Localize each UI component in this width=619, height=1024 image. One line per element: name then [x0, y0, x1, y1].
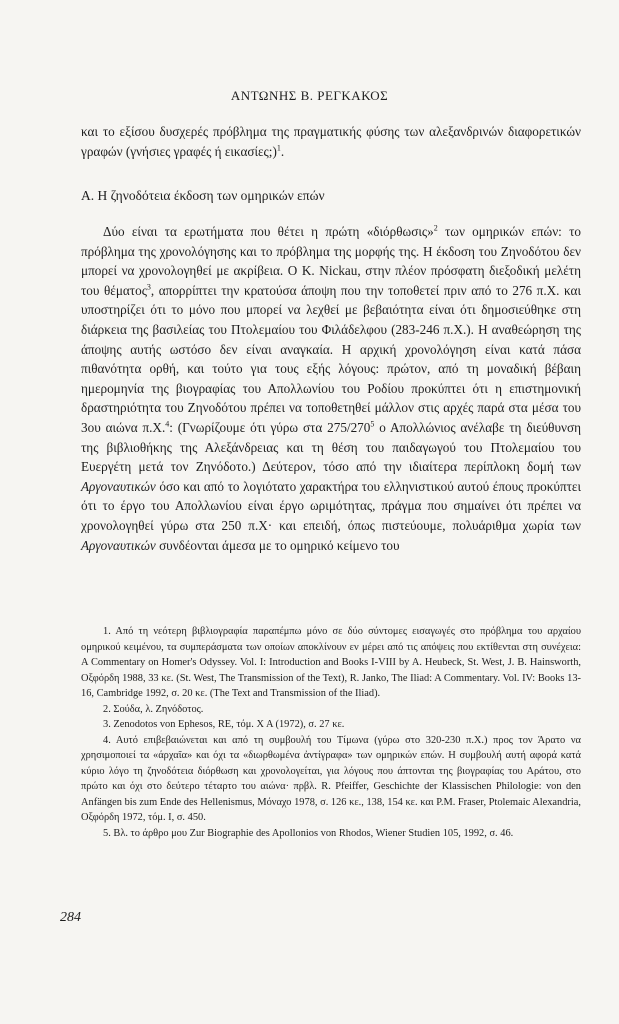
footnote-ref-4: 4 [165, 419, 170, 429]
footnote-4: 4. Αυτό επιβεβαιώνεται και από τη συμβουλή του Τίμωνα (γύρω στο 320-230 π.Χ.) προς τον Άρατο να χρησιμοποιεί τα «άρχαῖα» και όχι τα «διωρθωμένα ἀντίγραφα» των ομηρικών επών. Η συμβουλή αυτή αφορά κατά κύριο λόγο τη ζηνοδότεια διόρθωση και χρονολογείται, για λόγους που άπτονται της βιογραφίας του Αράτου, στο πρώτο και όχι στο δεύτερο τέταρτο του αιώνα· πρβλ. R. Pfeiffer, Geschichte der Klassischen Philologie: von den Anfängen bis zum Ende des Hellenismus, Μόναχο 1978, σ. 126 κε., 138, 154 κε. και P.M. Fraser, Ptolemaic Alexandria, Οξφόρδη 1972, τόμ. I, σ. 450. [81, 734, 581, 823]
text-run: των ομηρικών επών: το πρόβλημα της χρονολόγησης και το πρόβλημα της μορφής της. Η έκδοση του Ζηνοδότου δεν μπορεί να χρονολογηθεί με ακρίβεια. Ο Κ. Nickau, στην πλέον πρόσφατη διεξοδική μελέτη του θέματος [81, 224, 581, 298]
text-run: , απορρίπτει την κρατούσα άποψη που την τοποθετεί πριν από το 276 π.Χ. και υποστηρίζει ότι το μόνο που μπορεί να λεχθεί με βεβαιότητα είναι ότι δημοσιεύθηκε στη διάρκεια της βασιλείας του Πτολεμαίου του Φιλάδελφου (283-246 π.Χ.). Η αναθεώρηση της άποψης αυτής ωστόσο δεν είναι αναγκαία. Η αρχική χρονολόγηση είναι κατά πάσα πιθανότητα ορθή, και τούτο για τους εξής λόγους: πρώτον, από τη μοναδική βέβαιη ημερομηνία της βιογραφίας του Απολλωνίου του Ροδίου προκύπτει ότι η επιστημονική δραστηριότητα του Ζηνοδότου πρέπει να τοποθετηθεί μάλλον στις αρχές παρά στα μέσα του 3ου αιώνα π.Χ. [81, 282, 581, 435]
footnote-ref-5: 5 [370, 419, 375, 429]
footnote-5: 5. Βλ. το άρθρο μου Zur Biographie des Apollonios von Rhodos, Wiener Studien 105, 1992, σ. 46. [103, 827, 514, 839]
paragraph-end: . [280, 143, 285, 159]
text-run: : (Γνωρίζουμε ότι γύρω στα 275/270 [169, 419, 371, 435]
text-run: ο Απολλώνιος ανέλαβε τη διεύθυνση της βιβλιοθήκης της Αλεξάνδρειας και τη θέση του παιδαγωγού του Πτολεμαίου του Ευεργέτη μετά τον Ζηνόδοτο.) Δεύτερον, τόσο από την ιδιαίτερα περίπλοκη δομή των [81, 419, 581, 475]
text-run: Δύο είναι τα ερωτήματα που θέτει η πρώτη «διόρθωσις» [103, 224, 434, 239]
paragraph-main [81, 222, 581, 555]
footnote-ref-2: 2 [433, 223, 438, 233]
footnote-2: 2. Σούδα, λ. Ζηνόδοτος. [103, 703, 204, 715]
text-run: συνδέονται άμεσα με το ομηρικό κείμενο του [155, 537, 400, 553]
footnote-3: 3. Zenodotos von Ephesos, RE, τόμ. X A (1972), σ. 27 κε. [103, 719, 345, 730]
italic-title: Αργοναυτικών [81, 537, 156, 553]
text-run: όσο και από το λογιότατο χαρακτήρα του ελληνιστικού αυτού έπους προκύπτει ότι το έργο του Απολλωνίου είναι έργο ωριμότητας, πράγμα που σημαίνει ότι πρέπει να χρονολογηθεί γύρω στα 250 π.Χ· και επειδή, όπως πιστεύουμε, πολυάριθμα χωρία των [81, 478, 581, 533]
footnote-ref-3: 3 [146, 282, 151, 292]
page-number: 284 [60, 910, 81, 925]
paragraph-text: και το εξίσου δυσχερές πρόβλημα της πραγματικής φύσης των αλεξανδρινών διαφορετικών γραφών (γνήσιες γραφές ή εικασίες;) [81, 124, 581, 159]
footnote-1: 1. Από τη νεότερη βιβλιογραφία παραπέμπω μόνο σε δύο σύντομες εισαγωγές στο πρόβλημα του αρχαίου ομηρικού κειμένου, τα συμπεράσματα των οποίων αποκλίνουν εν μέρει από τις απόψεις που εκτίθενται στη συνέχεια: A Commentary on Homer's Odyssey. Vol. I: Introduction and Books I-VIII by A. Heubeck, St. West, J. B. Hainsworth, Οξφόρδη 1988, 33 κε. (St. West, The Transmission of the Text), R. Janko, The Iliad: A Commentary. Vol. IV: Books 13-16, Cambridge 1992, σ. 20 κε. (The Text and Transmission of the Iliad). [81, 626, 581, 699]
italic-title: Αργοναυτικών [81, 478, 156, 494]
footnote-ref-1: 1 [276, 143, 281, 153]
footnotes [81, 624, 581, 841]
running-head: ΑΝΤΩΝΗΣ Β. ΡΕΓΚΑΚΟΣ [230, 88, 389, 103]
paragraph-continuation [81, 122, 581, 161]
section-heading: Α. Η ζηνοδότεια έκδοση των ομηρικών επών [81, 188, 325, 203]
